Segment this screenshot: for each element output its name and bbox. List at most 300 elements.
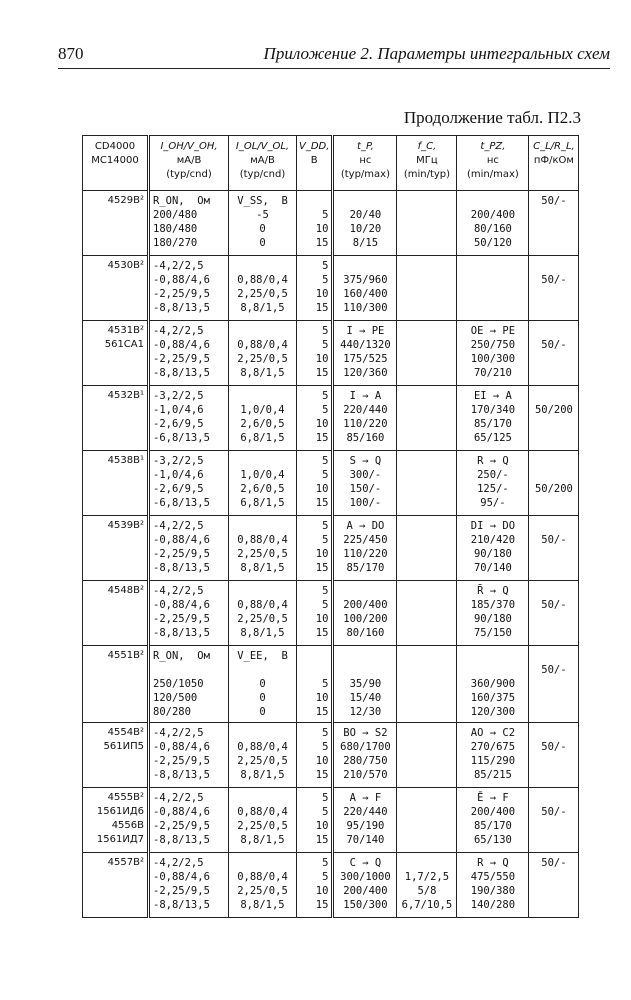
cell-line bbox=[460, 663, 525, 677]
cell-line: 110/220 bbox=[343, 548, 388, 560]
column-header-unit: (min/typ) bbox=[403, 169, 451, 180]
cell-line: 2,25/0,5 bbox=[237, 613, 288, 625]
cell-fc bbox=[397, 788, 457, 853]
cell-iol-vol bbox=[229, 321, 297, 386]
table-row bbox=[83, 723, 579, 788]
cell-line bbox=[532, 649, 575, 663]
column-header-title: CD4000 bbox=[94, 141, 136, 152]
cell-line: 80/160 bbox=[346, 627, 385, 639]
cell-line: 0 bbox=[259, 692, 266, 704]
cell-line: 0,88/0,4 bbox=[237, 741, 288, 753]
cell-line: DI → DO bbox=[470, 520, 516, 532]
column-header-sub: нс bbox=[359, 155, 372, 166]
column-header-title: t_PZ, bbox=[480, 141, 506, 152]
column-header-fc bbox=[397, 136, 457, 191]
cell-line: R → Q bbox=[477, 857, 509, 869]
cell-tpz bbox=[457, 853, 529, 918]
cell-line: 2,25/0,5 bbox=[237, 353, 288, 365]
cell-line: 110/300 bbox=[343, 302, 388, 314]
cell-line: 15 bbox=[315, 302, 329, 314]
cell-line: 0 bbox=[259, 237, 266, 249]
cell-line: 0 bbox=[259, 223, 266, 235]
cell-line: 4556B bbox=[111, 820, 144, 831]
cell-vdd bbox=[297, 646, 333, 723]
cell-ioh-voh bbox=[149, 191, 229, 256]
cell-line: 200/400 bbox=[343, 599, 388, 611]
cell-line: 10/20 bbox=[349, 223, 382, 235]
cell-iol-vol bbox=[229, 581, 297, 646]
cell-ioh-voh bbox=[149, 516, 229, 581]
column-header-sub: мА/В bbox=[250, 155, 275, 166]
cell-tp bbox=[333, 581, 397, 646]
cell-line: 2,25/0,5 bbox=[237, 885, 288, 897]
cell-line: -4,2/2,5 bbox=[153, 727, 204, 739]
cell-line: 210/570 bbox=[343, 769, 388, 781]
cell-line bbox=[460, 649, 525, 663]
column-header-iol-vol bbox=[229, 136, 297, 191]
cell-iol-vol bbox=[229, 646, 297, 723]
cell-tp bbox=[333, 386, 397, 451]
cell-line: -6,8/13,5 bbox=[153, 497, 210, 509]
cell-line bbox=[532, 519, 575, 533]
cell-line: 0,88/0,4 bbox=[237, 599, 288, 611]
cell-line: -2,25/9,5 bbox=[153, 353, 210, 365]
column-header-sub: нс bbox=[486, 155, 499, 166]
cell-line: 4551B² bbox=[107, 650, 144, 661]
cell-cl-rl bbox=[529, 646, 579, 723]
cell-line: 10 bbox=[315, 418, 329, 430]
cell-line: 10 bbox=[315, 353, 329, 365]
cell-line: 50/- bbox=[541, 806, 567, 818]
cell-line bbox=[532, 259, 575, 273]
table-row bbox=[83, 853, 579, 918]
cell-fc bbox=[397, 191, 457, 256]
cell-line: -4,2/2,5 bbox=[153, 520, 204, 532]
column-header-sub: MC14000 bbox=[91, 155, 139, 166]
table-row bbox=[83, 788, 579, 853]
cell-line: 10 bbox=[315, 755, 329, 767]
cell-line: 85/160 bbox=[346, 432, 385, 444]
cell-line: -8,8/13,5 bbox=[153, 302, 210, 314]
cell-line: -2,25/9,5 bbox=[153, 548, 210, 560]
cell-line: -0,88/4,6 bbox=[153, 534, 210, 546]
cell-line: I → PE bbox=[346, 325, 385, 337]
cell-line bbox=[232, 791, 293, 805]
column-header-ioh-voh bbox=[149, 136, 229, 191]
column-header-unit: (typ/cnd) bbox=[166, 169, 212, 180]
cell-line: 2,6/0,5 bbox=[240, 418, 285, 430]
cell-fc bbox=[397, 723, 457, 788]
cell-tp bbox=[333, 451, 397, 516]
cell-line bbox=[532, 389, 575, 403]
table-row bbox=[83, 581, 579, 646]
cell-line: 50/- bbox=[541, 534, 567, 546]
cell-line: 120/500 bbox=[153, 692, 198, 704]
cell-line: 280/750 bbox=[343, 755, 388, 767]
table-row bbox=[83, 191, 579, 256]
cell-line bbox=[153, 663, 225, 677]
cell-line: 15 bbox=[315, 562, 329, 574]
cell-line: 90/180 bbox=[473, 613, 512, 625]
cell-line: 2,25/0,5 bbox=[237, 548, 288, 560]
table-row bbox=[83, 321, 579, 386]
cell-line: -0,88/4,6 bbox=[153, 806, 210, 818]
cell-line: Ē → F bbox=[477, 792, 509, 804]
table-header-row bbox=[83, 136, 579, 191]
cell-line: 250/750 bbox=[470, 339, 516, 351]
column-header-title: I_OL/V_OL, bbox=[235, 141, 290, 152]
cell-line: 225/450 bbox=[343, 534, 388, 546]
cell-fc bbox=[397, 581, 457, 646]
cell-line: A → F bbox=[349, 792, 382, 804]
column-header-vdd bbox=[297, 136, 333, 191]
cell-vdd bbox=[297, 191, 333, 256]
cell-cl-rl bbox=[529, 321, 579, 386]
cell-line: 150/- bbox=[349, 483, 382, 495]
cell-line: 8,8/1,5 bbox=[240, 627, 285, 639]
cell-tp bbox=[333, 788, 397, 853]
cell-iol-vol bbox=[229, 256, 297, 321]
cell-line: 200/400 bbox=[470, 806, 516, 818]
cell-vdd bbox=[297, 853, 333, 918]
column-header-sub: мА/В bbox=[176, 155, 202, 166]
cell-line: -8,8/13,5 bbox=[153, 367, 210, 379]
cell-line: 5 bbox=[322, 520, 329, 532]
column-header-ic-series bbox=[83, 136, 149, 191]
cell-line: -4,2/2,5 bbox=[153, 857, 204, 869]
cell-line: 5 bbox=[322, 339, 329, 351]
cell-line: 8/15 bbox=[352, 237, 379, 249]
cell-line bbox=[400, 856, 453, 870]
cell-ic-series bbox=[83, 581, 149, 646]
cell-line: 2,6/0,5 bbox=[240, 483, 285, 495]
column-header-tp bbox=[333, 136, 397, 191]
cell-line: 140/280 bbox=[470, 899, 516, 911]
cell-vdd bbox=[297, 256, 333, 321]
column-header-title: V_DD, bbox=[299, 141, 330, 152]
cell-line: 15 bbox=[315, 237, 329, 249]
page-header bbox=[58, 44, 610, 69]
cell-line: 5 bbox=[322, 455, 329, 467]
cell-line: 50/- bbox=[541, 599, 567, 611]
cell-line: 15 bbox=[315, 432, 329, 444]
cell-ioh-voh bbox=[149, 788, 229, 853]
cell-line bbox=[232, 324, 293, 338]
cell-line: 1561ИД7 bbox=[96, 834, 144, 845]
cell-line: 4532B¹ bbox=[107, 390, 144, 401]
cell-ic-series bbox=[83, 853, 149, 918]
cell-line bbox=[232, 726, 293, 740]
cell-line: 10 bbox=[315, 288, 329, 300]
column-header-unit bbox=[531, 168, 576, 182]
cell-ioh-voh bbox=[149, 853, 229, 918]
cell-ic-series bbox=[83, 321, 149, 386]
cell-line: 160/400 bbox=[343, 288, 388, 300]
cell-line: -1,0/4,6 bbox=[153, 469, 204, 481]
cell-line bbox=[232, 519, 293, 533]
cell-line: -2,25/9,5 bbox=[153, 755, 210, 767]
cell-line: -2,6/9,5 bbox=[153, 418, 204, 430]
cell-tp bbox=[333, 723, 397, 788]
cell-line: 1561ИД6 bbox=[96, 806, 144, 817]
cell-line: 50/- bbox=[541, 664, 567, 676]
cell-line: 0,88/0,4 bbox=[237, 534, 288, 546]
cell-line: 85/170 bbox=[473, 418, 512, 430]
cell-line: R_ON, Ом bbox=[153, 650, 210, 662]
column-header-unit bbox=[85, 168, 145, 182]
cell-line: 110/220 bbox=[343, 418, 388, 430]
cell-line: 65/125 bbox=[473, 432, 512, 444]
cell-line: C → Q bbox=[349, 857, 382, 869]
cell-line: 125/- bbox=[477, 483, 509, 495]
cell-tpz bbox=[457, 581, 529, 646]
cell-line: 1,0/0,4 bbox=[240, 469, 285, 481]
cell-fc bbox=[397, 451, 457, 516]
cell-ic-series bbox=[83, 451, 149, 516]
cell-tp bbox=[333, 256, 397, 321]
cell-line: -2,25/9,5 bbox=[153, 885, 210, 897]
cell-ic-series bbox=[83, 646, 149, 723]
cell-line: -3,2/2,5 bbox=[153, 455, 204, 467]
cell-line: 220/440 bbox=[343, 404, 388, 416]
cell-line: -0,88/4,6 bbox=[153, 871, 210, 883]
cell-line: -0,88/4,6 bbox=[153, 741, 210, 753]
cell-iol-vol bbox=[229, 451, 297, 516]
cell-vdd bbox=[297, 451, 333, 516]
cell-line: 5 bbox=[322, 857, 329, 869]
cell-line: 561СА1 bbox=[104, 339, 144, 350]
cell-line: 5 bbox=[322, 260, 329, 272]
cell-line: 100/- bbox=[349, 497, 382, 509]
cell-line: A → DO bbox=[346, 520, 385, 532]
cell-line: EI → A bbox=[473, 390, 512, 402]
page-number: 870 bbox=[58, 44, 84, 63]
column-header-unit: (typ/cnd) bbox=[239, 169, 286, 180]
cell-line bbox=[337, 259, 393, 273]
cell-line: 70/210 bbox=[473, 367, 512, 379]
cell-fc bbox=[397, 256, 457, 321]
cell-fc bbox=[397, 646, 457, 723]
column-header-sub: МГц bbox=[416, 155, 438, 166]
cell-line: -4,2/2,5 bbox=[153, 792, 204, 804]
cell-line: 50/- bbox=[541, 741, 567, 753]
cell-line: 50/200 bbox=[534, 404, 573, 416]
cell-line bbox=[300, 663, 328, 677]
cell-line: OE → PE bbox=[470, 325, 516, 337]
cell-line: -2,6/9,5 bbox=[153, 483, 204, 495]
cell-line: 5 bbox=[322, 806, 329, 818]
cell-line: -2,25/9,5 bbox=[153, 820, 210, 832]
cell-line: -2,25/9,5 bbox=[153, 613, 210, 625]
column-header-title: C_L/R_L, bbox=[533, 141, 575, 152]
cell-line: 8,8/1,5 bbox=[240, 834, 285, 846]
cell-line: 0,88/0,4 bbox=[237, 806, 288, 818]
cell-line: -2,25/9,5 bbox=[153, 288, 210, 300]
cell-line: AO → C2 bbox=[470, 727, 516, 739]
running-title: Приложение 2. Параметры интегральных схем bbox=[263, 44, 610, 63]
cell-line: 20/40 bbox=[349, 209, 382, 221]
table-row bbox=[83, 646, 579, 723]
cell-line: 5 bbox=[322, 585, 329, 597]
cell-cl-rl bbox=[529, 191, 579, 256]
cell-line: 8,8/1,5 bbox=[240, 769, 285, 781]
cell-line: 15 bbox=[315, 706, 329, 718]
cell-ioh-voh bbox=[149, 723, 229, 788]
cell-line: 8,8/1,5 bbox=[240, 899, 285, 911]
cell-line bbox=[300, 649, 328, 663]
cell-tp bbox=[333, 516, 397, 581]
cell-line: 180/270 bbox=[153, 237, 198, 249]
cell-line bbox=[532, 468, 575, 482]
cell-line: 175/525 bbox=[343, 353, 388, 365]
cell-line: 95/190 bbox=[346, 820, 385, 832]
cell-line: 190/380 bbox=[470, 885, 516, 897]
cell-fc bbox=[397, 853, 457, 918]
cell-line: 1,7/2,5 bbox=[404, 871, 450, 883]
table-row bbox=[83, 386, 579, 451]
cell-line: -6,8/13,5 bbox=[153, 432, 210, 444]
cell-line bbox=[300, 194, 328, 208]
cell-line: 5 bbox=[322, 727, 329, 739]
cell-vdd bbox=[297, 723, 333, 788]
cell-line: 5 bbox=[322, 678, 329, 690]
cell-line: 4539B² bbox=[107, 520, 144, 531]
cell-line: 5 bbox=[322, 325, 329, 337]
cell-tpz bbox=[457, 386, 529, 451]
cell-vdd bbox=[297, 386, 333, 451]
cell-line: S → Q bbox=[349, 455, 382, 467]
cell-line: 5 bbox=[322, 792, 329, 804]
cell-cl-rl bbox=[529, 723, 579, 788]
cell-tpz bbox=[457, 788, 529, 853]
cell-tpz bbox=[457, 516, 529, 581]
cell-line bbox=[232, 663, 293, 677]
cell-cl-rl bbox=[529, 256, 579, 321]
cell-line bbox=[460, 194, 525, 208]
parameters-table bbox=[82, 135, 579, 918]
cell-cl-rl bbox=[529, 516, 579, 581]
cell-line: V_EE, В bbox=[237, 650, 288, 662]
cell-line: 50/120 bbox=[473, 237, 512, 249]
cell-line: 220/440 bbox=[343, 806, 388, 818]
cell-line: 200/400 bbox=[470, 209, 516, 221]
cell-line: 561ИП5 bbox=[103, 741, 144, 752]
cell-line: 5 bbox=[322, 871, 329, 883]
cell-line: 4538B¹ bbox=[107, 455, 144, 466]
column-header-unit bbox=[299, 168, 329, 182]
cell-line: 10 bbox=[315, 548, 329, 560]
cell-line: 4548B² bbox=[107, 585, 144, 596]
cell-ioh-voh bbox=[149, 386, 229, 451]
cell-line: 15 bbox=[315, 627, 329, 639]
cell-tpz bbox=[457, 451, 529, 516]
cell-tpz bbox=[457, 191, 529, 256]
cell-line: 15 bbox=[315, 769, 329, 781]
cell-line: 10 bbox=[315, 483, 329, 495]
cell-line: -8,8/13,5 bbox=[153, 769, 210, 781]
cell-line: 0 bbox=[259, 706, 266, 718]
cell-line: 0 bbox=[259, 678, 266, 690]
cell-line: 50/- bbox=[541, 857, 567, 869]
cell-line bbox=[232, 259, 293, 273]
cell-line: -5 bbox=[256, 209, 269, 221]
cell-line: 4554B² bbox=[107, 727, 144, 738]
cell-line: R̄ → Q bbox=[477, 585, 509, 597]
cell-line: 250/1050 bbox=[153, 678, 204, 690]
cell-line: 5 bbox=[322, 209, 329, 221]
cell-line: 8,8/1,5 bbox=[240, 302, 285, 314]
cell-cl-rl bbox=[529, 451, 579, 516]
column-header-title: f_C, bbox=[417, 141, 437, 152]
table-row bbox=[83, 516, 579, 581]
cell-ic-series bbox=[83, 191, 149, 256]
table-row bbox=[83, 451, 579, 516]
cell-line: 4531B² bbox=[107, 325, 144, 336]
cell-line: 15 bbox=[315, 834, 329, 846]
cell-line: 210/420 bbox=[470, 534, 516, 546]
cell-vdd bbox=[297, 788, 333, 853]
cell-line: 70/140 bbox=[346, 834, 385, 846]
cell-line: -4,2/2,5 bbox=[153, 325, 204, 337]
cell-iol-vol bbox=[229, 788, 297, 853]
cell-line: 5 bbox=[322, 274, 329, 286]
cell-tpz bbox=[457, 256, 529, 321]
cell-line: 8,8/1,5 bbox=[240, 367, 285, 379]
cell-iol-vol bbox=[229, 191, 297, 256]
cell-line: 10 bbox=[315, 613, 329, 625]
cell-ic-series bbox=[83, 256, 149, 321]
cell-line: 50/200 bbox=[534, 483, 573, 495]
cell-line: 90/180 bbox=[473, 548, 512, 560]
cell-line: -1,0/4,6 bbox=[153, 404, 204, 416]
column-header-title: t_P, bbox=[357, 141, 374, 152]
cell-line: V_SS, В bbox=[237, 195, 288, 207]
table-row bbox=[83, 256, 579, 321]
cell-line: 8,8/1,5 bbox=[240, 562, 285, 574]
cell-line: 180/480 bbox=[153, 223, 198, 235]
cell-line: -0,88/4,6 bbox=[153, 599, 210, 611]
cell-line bbox=[232, 584, 293, 598]
cell-line: 270/675 bbox=[470, 741, 516, 753]
column-header-sub: пФ/кОм bbox=[533, 155, 574, 166]
cell-line: BO → S2 bbox=[343, 727, 388, 739]
cell-ic-series bbox=[83, 386, 149, 451]
table-caption: Продолжение табл. П2.3 bbox=[403, 108, 581, 127]
cell-line: 6,7/10,5 bbox=[401, 899, 453, 911]
cell-line: -0,88/4,6 bbox=[153, 274, 210, 286]
cell-tp bbox=[333, 321, 397, 386]
column-header-tpz bbox=[457, 136, 529, 191]
cell-fc bbox=[397, 321, 457, 386]
cell-cl-rl bbox=[529, 853, 579, 918]
cell-line: 1,0/0,4 bbox=[240, 404, 285, 416]
cell-line: 10 bbox=[315, 820, 329, 832]
cell-line: 5 bbox=[322, 390, 329, 402]
cell-line: 100/300 bbox=[470, 353, 516, 365]
cell-line: 5 bbox=[322, 404, 329, 416]
column-header-sub: В bbox=[310, 155, 318, 166]
cell-line bbox=[337, 649, 393, 663]
cell-line: 475/550 bbox=[470, 871, 516, 883]
cell-line: 85/170 bbox=[346, 562, 385, 574]
cell-line: 80/280 bbox=[153, 706, 191, 718]
cell-line: 4557B² bbox=[107, 857, 144, 868]
cell-line: 5 bbox=[322, 599, 329, 611]
cell-line: -8,8/13,5 bbox=[153, 834, 210, 846]
cell-line: 4529B² bbox=[107, 195, 144, 206]
cell-line: 375/960 bbox=[343, 274, 388, 286]
cell-line: 75/150 bbox=[473, 627, 512, 639]
